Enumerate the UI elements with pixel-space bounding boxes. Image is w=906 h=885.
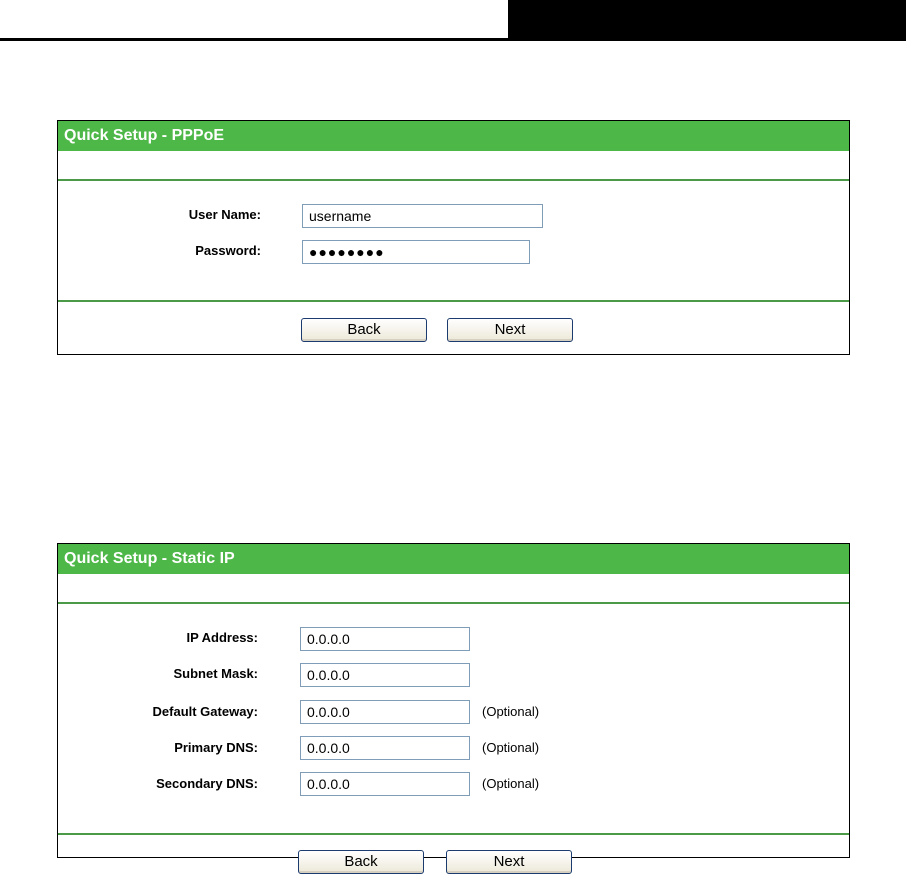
secondary-dns-label: Secondary DNS: [156,776,258,791]
subnet-mask-label: Subnet Mask: [173,666,258,681]
pppoe-panel [57,120,850,355]
static-ip-panel-title: Quick Setup - Static IP [58,544,849,574]
subnet-mask-input[interactable]: 0.0.0.0 [300,663,470,687]
pppoe-panel-title: Quick Setup - PPPoE [58,121,849,151]
default-gateway-label: Default Gateway: [152,704,258,719]
password-label: Password: [195,243,261,258]
ip-address-input[interactable]: 0.0.0.0 [300,627,470,651]
user-name-label: User Name: [188,207,261,222]
secondary-dns-optional-note: (Optional) [482,776,540,791]
pppoe-back-button[interactable]: Back [301,318,427,342]
ip-address-label: IP Address: [186,630,258,645]
primary-dns-label: Primary DNS: [174,740,258,755]
static-ip-next-button[interactable]: Next [446,850,572,874]
static-ip-footer-divider [58,833,849,835]
static-ip-panel [57,543,850,858]
primary-dns-optional-note: (Optional) [482,740,540,755]
default-gateway-optional-note: (Optional) [482,704,540,719]
pppoe-top-band [58,151,849,181]
user-name-input[interactable]: username [302,204,543,228]
static-ip-back-button[interactable]: Back [298,850,424,874]
page-header-rule [0,38,510,41]
static-ip-top-band [58,574,849,604]
page-header-block [508,0,906,41]
pppoe-footer-divider [58,300,849,302]
primary-dns-input[interactable]: 0.0.0.0 [300,736,470,760]
default-gateway-input[interactable]: 0.0.0.0 [300,700,470,724]
password-input[interactable]: ●●●●●●●● [302,240,530,264]
pppoe-next-button[interactable]: Next [447,318,573,342]
secondary-dns-input[interactable]: 0.0.0.0 [300,772,470,796]
